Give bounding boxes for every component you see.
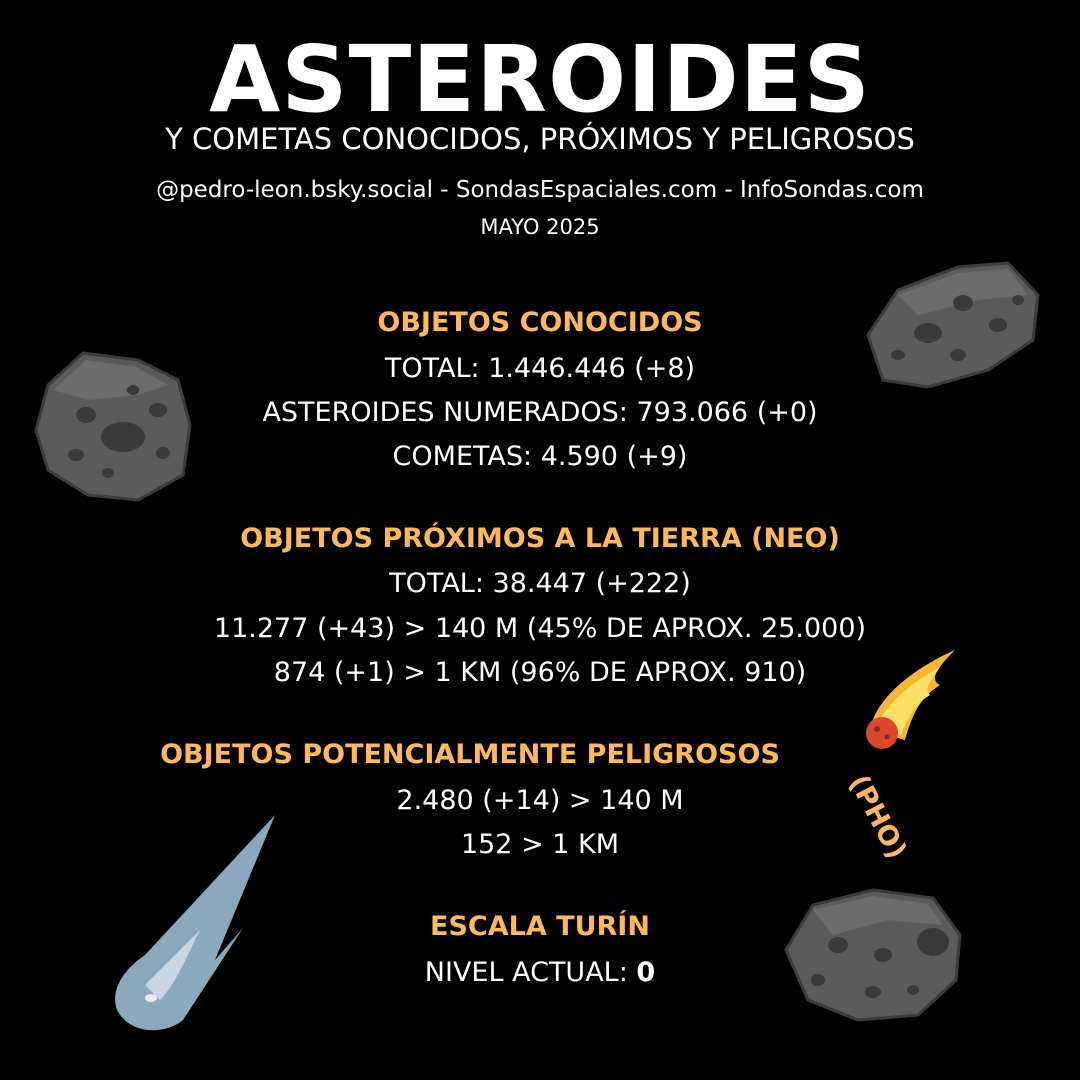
known-objects-heading: OBJETOS CONOCIDOS: [377, 307, 703, 338]
neo-heading: OBJETOS PRÓXIMOS A LA TIERRA (NEO): [240, 523, 840, 554]
pho-over-1km: 152 > 1 KM: [460, 829, 620, 860]
page-subtitle: Y COMETAS CONOCIDOS, PRÓXIMOS Y PELIGROSOS: [165, 122, 915, 156]
neo-over-140m: 11.277 (+43) > 140 M (45% DE APROX. 25.000): [213, 613, 867, 644]
asteroid-icon: [858, 255, 1048, 395]
comet-icon: [105, 810, 285, 1035]
pho-over-140m: 2.480 (+14) > 140 M: [396, 785, 684, 816]
known-numbered: ASTEROIDES NUMERADOS: 793.066 (+0): [262, 397, 818, 428]
torino-heading: ESCALA TURÍN: [430, 911, 650, 942]
known-total: TOTAL: 1.446.446 (+8): [384, 353, 696, 384]
asteroid-icon: [778, 880, 968, 1025]
torino-level-label: NIVEL ACTUAL:: [424, 957, 637, 988]
neo-total: TOTAL: 38.447 (+222): [389, 568, 691, 599]
known-comets: COMETAS: 4.590 (+9): [392, 441, 688, 472]
torino-level-value: 0: [636, 957, 656, 988]
fireball-meteor-icon: [855, 645, 960, 755]
page-title: ASTEROIDES: [209, 26, 871, 133]
date-text: MAYO 2025: [480, 215, 600, 239]
neo-over-1km: 874 (+1) > 1 KM (96% DE APROX. 910): [273, 657, 807, 688]
credits-text: @pedro-leon.bsky.social - SondasEspaciales.com - InfoSondas.com: [156, 177, 924, 203]
pho-heading: OBJETOS POTENCIALMENTE PELIGROSOS: [160, 739, 780, 770]
pho-heading-tail: (PHO): [842, 770, 913, 865]
asteroid-icon: [28, 345, 198, 505]
